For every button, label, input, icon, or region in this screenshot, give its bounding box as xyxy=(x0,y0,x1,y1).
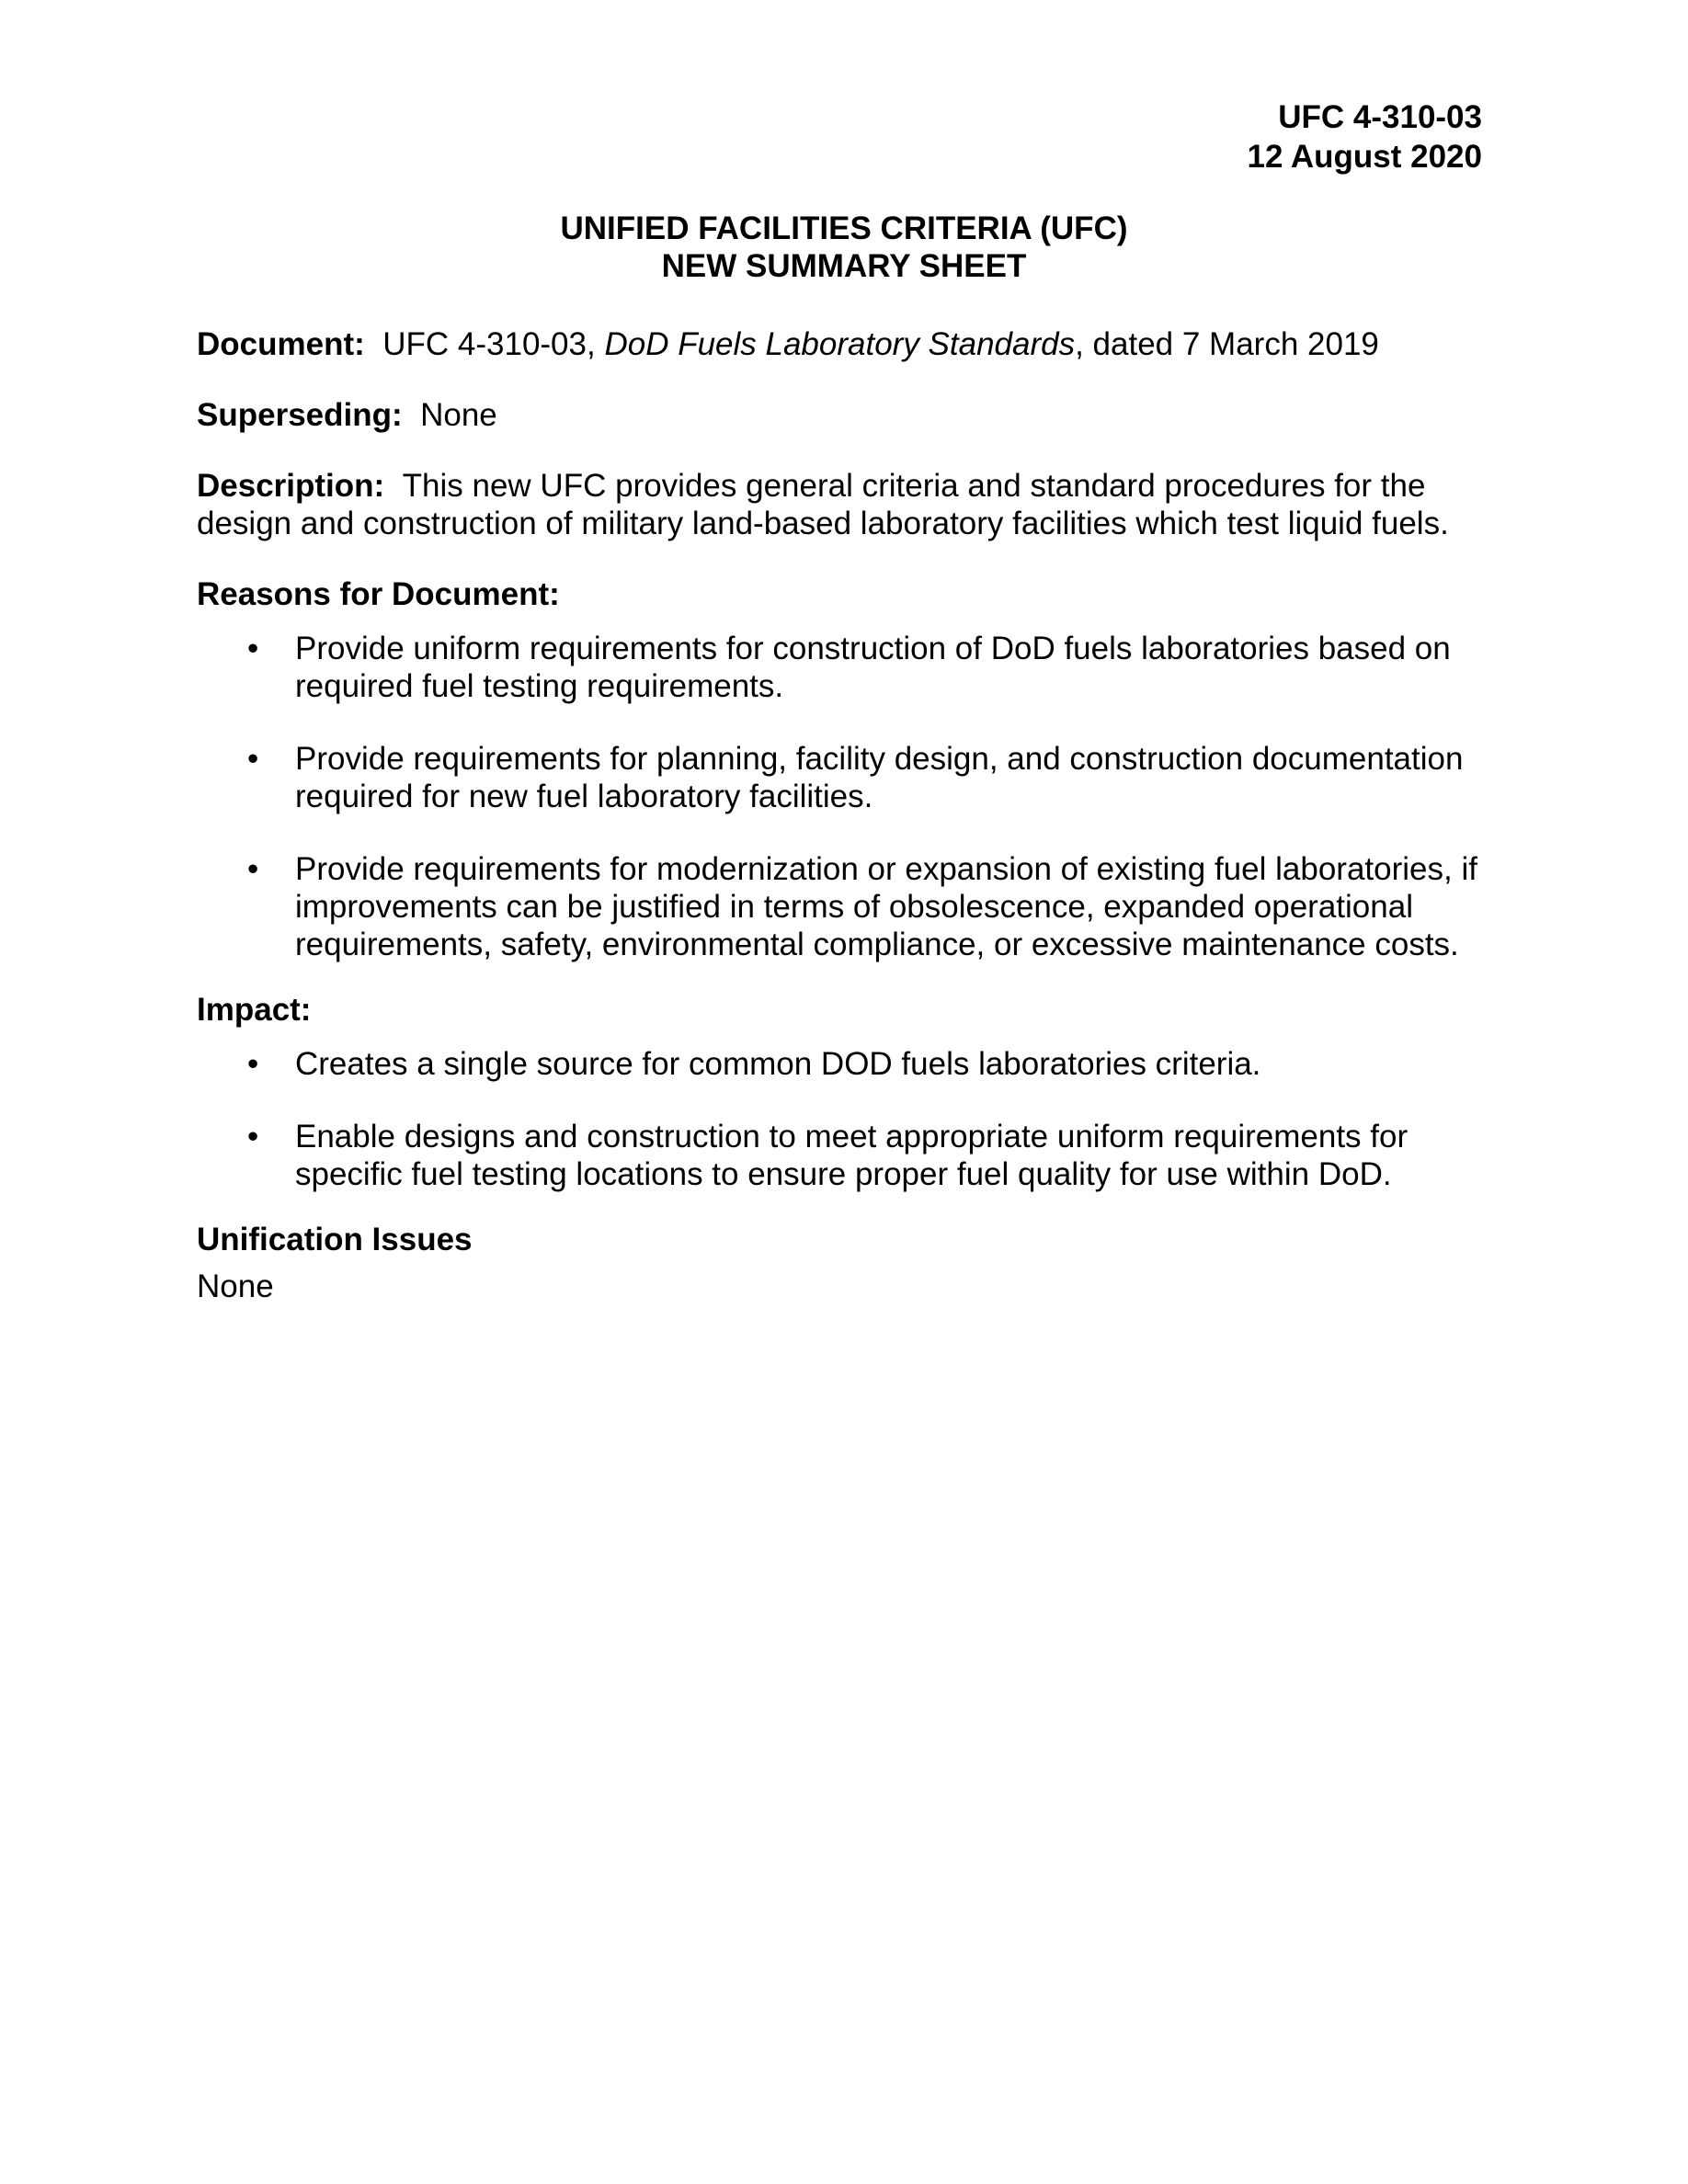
title-line-2: NEW SUMMARY SHEET xyxy=(661,248,1027,284)
list-item xyxy=(197,1118,1502,1193)
description-label: Description: xyxy=(197,468,385,504)
document-header xyxy=(1248,97,1482,176)
doc-number: UFC 4-310-03 xyxy=(1278,99,1482,135)
page-title xyxy=(0,210,1688,285)
list-item xyxy=(197,1045,1502,1083)
list-item xyxy=(197,850,1502,963)
superseding-label: Superseding: xyxy=(197,397,403,433)
reasons-list xyxy=(197,630,1502,963)
unification-heading: Unification Issues xyxy=(197,1222,473,1257)
list-item-text: Provide uniform requirements for construction of DoD fuels laboratories based on required fuel testing requirements. xyxy=(295,631,1451,704)
list-item xyxy=(197,740,1502,815)
document-title: DoD Fuels Laboratory Standards xyxy=(604,326,1076,362)
reasons-heading: Reasons for Document: xyxy=(197,576,560,612)
list-item-text: Enable designs and construction to meet appropriate uniform requirements for specific fuel testing locations to ensure proper fuel quality for use within DoD. xyxy=(295,1119,1409,1192)
document-label: Document: xyxy=(197,326,365,362)
list-item-text: Provide requirements for modernization or expansion of existing fuel laboratories, if improvements can be justified in terms of obsolescence, expanded operational requirements, safety, environmental compliance, or excessive maintenance costs. xyxy=(295,851,1477,962)
document-prefix: UFC 4-310-03, xyxy=(382,326,596,362)
bullet-icon: • xyxy=(247,1119,259,1155)
unification-value: None xyxy=(197,1268,274,1304)
bullet-icon: • xyxy=(247,741,259,777)
bullet-icon: • xyxy=(247,631,259,666)
description-field xyxy=(197,467,1502,542)
superseding-field xyxy=(197,396,1502,434)
impact-heading: Impact: xyxy=(197,992,312,1028)
document-suffix: , dated 7 March 2019 xyxy=(1075,326,1379,362)
summary-content xyxy=(197,325,1502,1305)
impact-list xyxy=(197,1045,1502,1193)
document-field xyxy=(197,325,1502,363)
doc-date: 12 August 2020 xyxy=(1247,139,1482,175)
list-item-text: Provide requirements for planning, facility design, and construction documentation required for new fuel laboratory facilities. xyxy=(295,741,1464,814)
title-line-1: UNIFIED FACILITIES CRITERIA (UFC) xyxy=(560,210,1128,246)
list-item-text: Creates a single source for common DOD fuels laboratories criteria. xyxy=(295,1046,1261,1082)
bullet-icon: • xyxy=(247,851,259,887)
bullet-icon: • xyxy=(247,1046,259,1082)
description-text: This new UFC provides general criteria and standard procedures for the design and construction of military land-based laboratory facilities which test liquid fuels. xyxy=(197,468,1449,541)
superseding-value: None xyxy=(420,397,497,433)
list-item xyxy=(197,630,1502,705)
